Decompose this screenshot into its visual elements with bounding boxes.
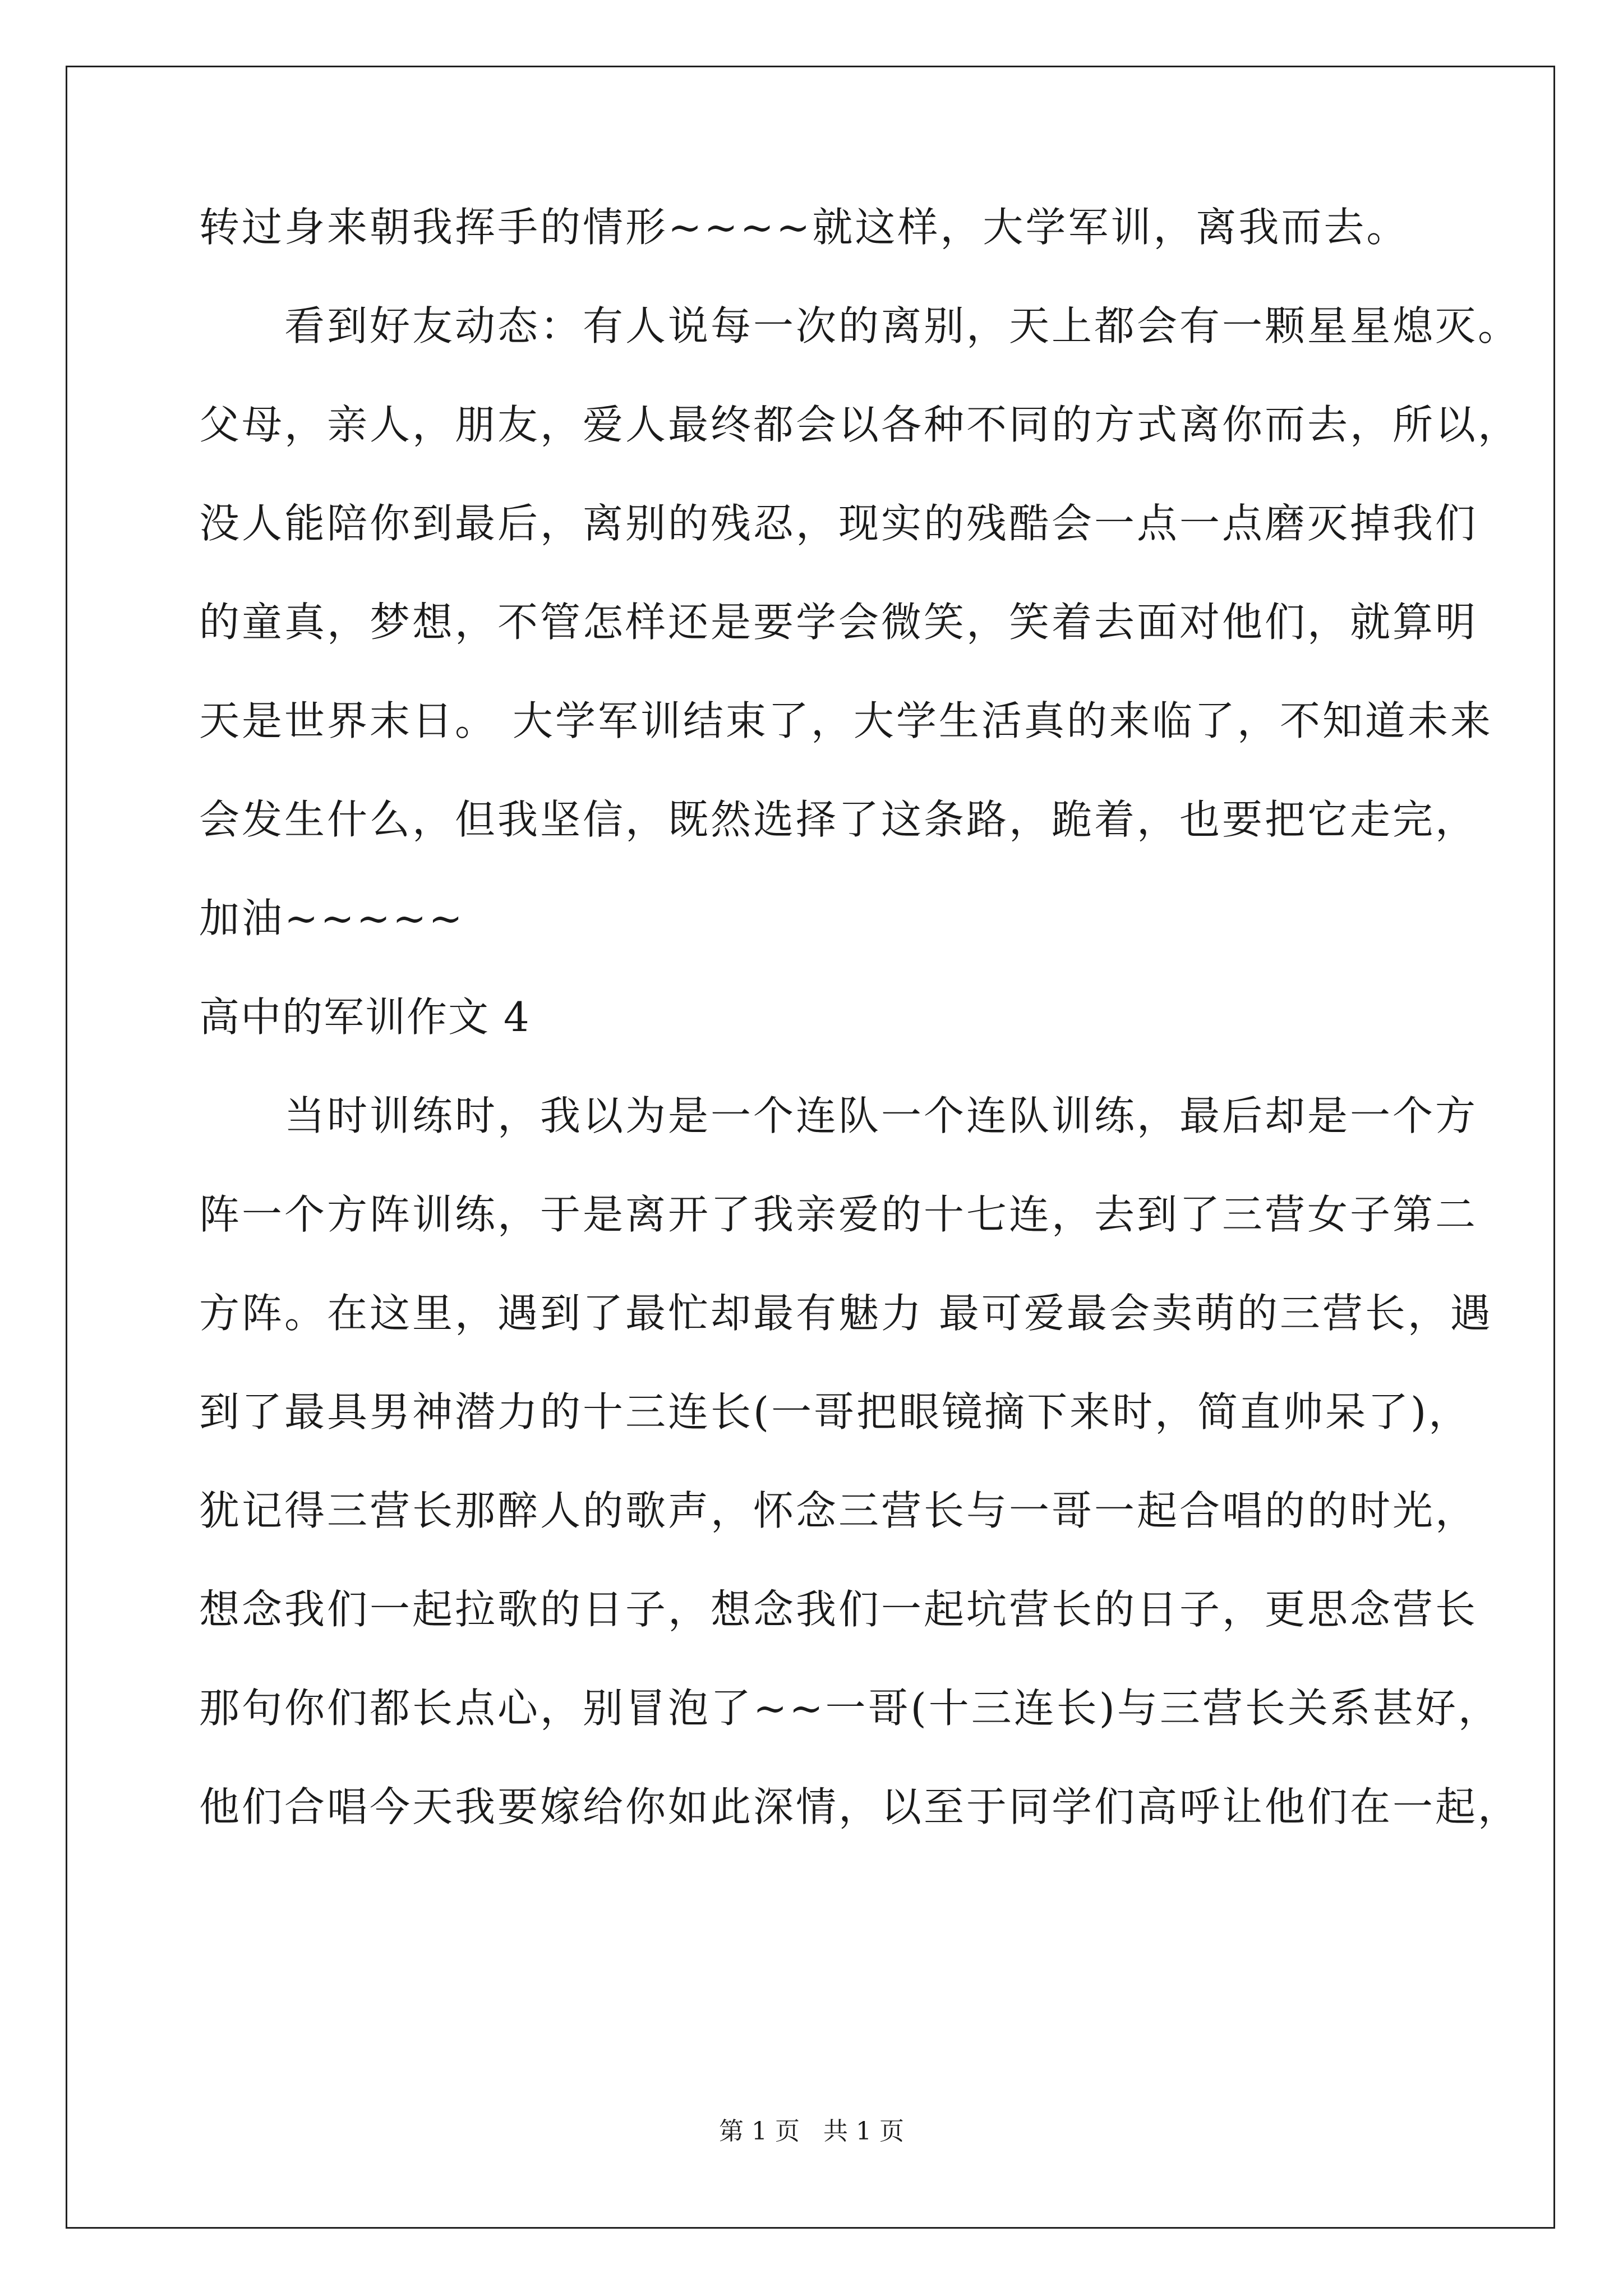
text-line: 的童真，梦想，不管怎样还是要学会微笑，笑着去面对他们，就算明 xyxy=(199,599,1478,646)
text-line: 天是世界末日。 大学军训结束了，大学生活真的来临了，不知道未来 xyxy=(199,697,1493,744)
text-line: 方阵。在这里，遇到了最忙却最有魅力 最可爱最会卖萌的三营长，遇 xyxy=(199,1290,1493,1337)
text-line: 那句你们都长点心，别冒泡了~~一哥(十三连长)与三营长关系甚好， xyxy=(199,1685,1501,1732)
text-line: 转过身来朝我挥手的情形~~~~就这样，大学军训，离我而去。 xyxy=(199,204,1409,251)
text-line: 加油~~~~~ xyxy=(199,895,465,942)
text-line: 想念我们一起拉歌的日子，想念我们一起坑营长的日子，更思念营长 xyxy=(199,1586,1478,1633)
text-line: 会发生什么，但我坚信，既然选择了这条路，跪着，也要把它走完， xyxy=(199,796,1478,843)
section-heading: 高中的军训作文 4 xyxy=(199,993,531,1041)
text-line: 看到好友动态：有人说每一次的离别，天上都会有一颗星星熄灭。 xyxy=(199,302,1521,349)
text-line: 阵一个方阵训练，于是离开了我亲爱的十七连，去到了三营女子第二 xyxy=(199,1191,1478,1238)
text-line: 他们合唱今天我要嫁给你如此深情，以至于同学们高呼让他们在一起， xyxy=(199,1783,1521,1830)
text-line: 犹记得三营长那醉人的歌声，怀念三营长与一哥一起合唱的的时光， xyxy=(199,1487,1478,1534)
page-border xyxy=(66,66,1555,2229)
text-line: 到了最具男神潜力的十三连长(一哥把眼镜摘下来时，简直帅呆了)， xyxy=(199,1388,1472,1435)
text-line: 当时训练时，我以为是一个连队一个连队训练，最后却是一个方 xyxy=(199,1092,1478,1139)
page-number-footer: 第 1 页 共 1 页 xyxy=(719,2117,904,2146)
text-line: 父母，亲人，朋友，爱人最终都会以各种不同的方式离你而去，所以， xyxy=(199,401,1521,448)
text-line: 没人能陪你到最后，离别的残忍，现实的残酷会一点一点磨灭掉我们 xyxy=(199,500,1478,547)
